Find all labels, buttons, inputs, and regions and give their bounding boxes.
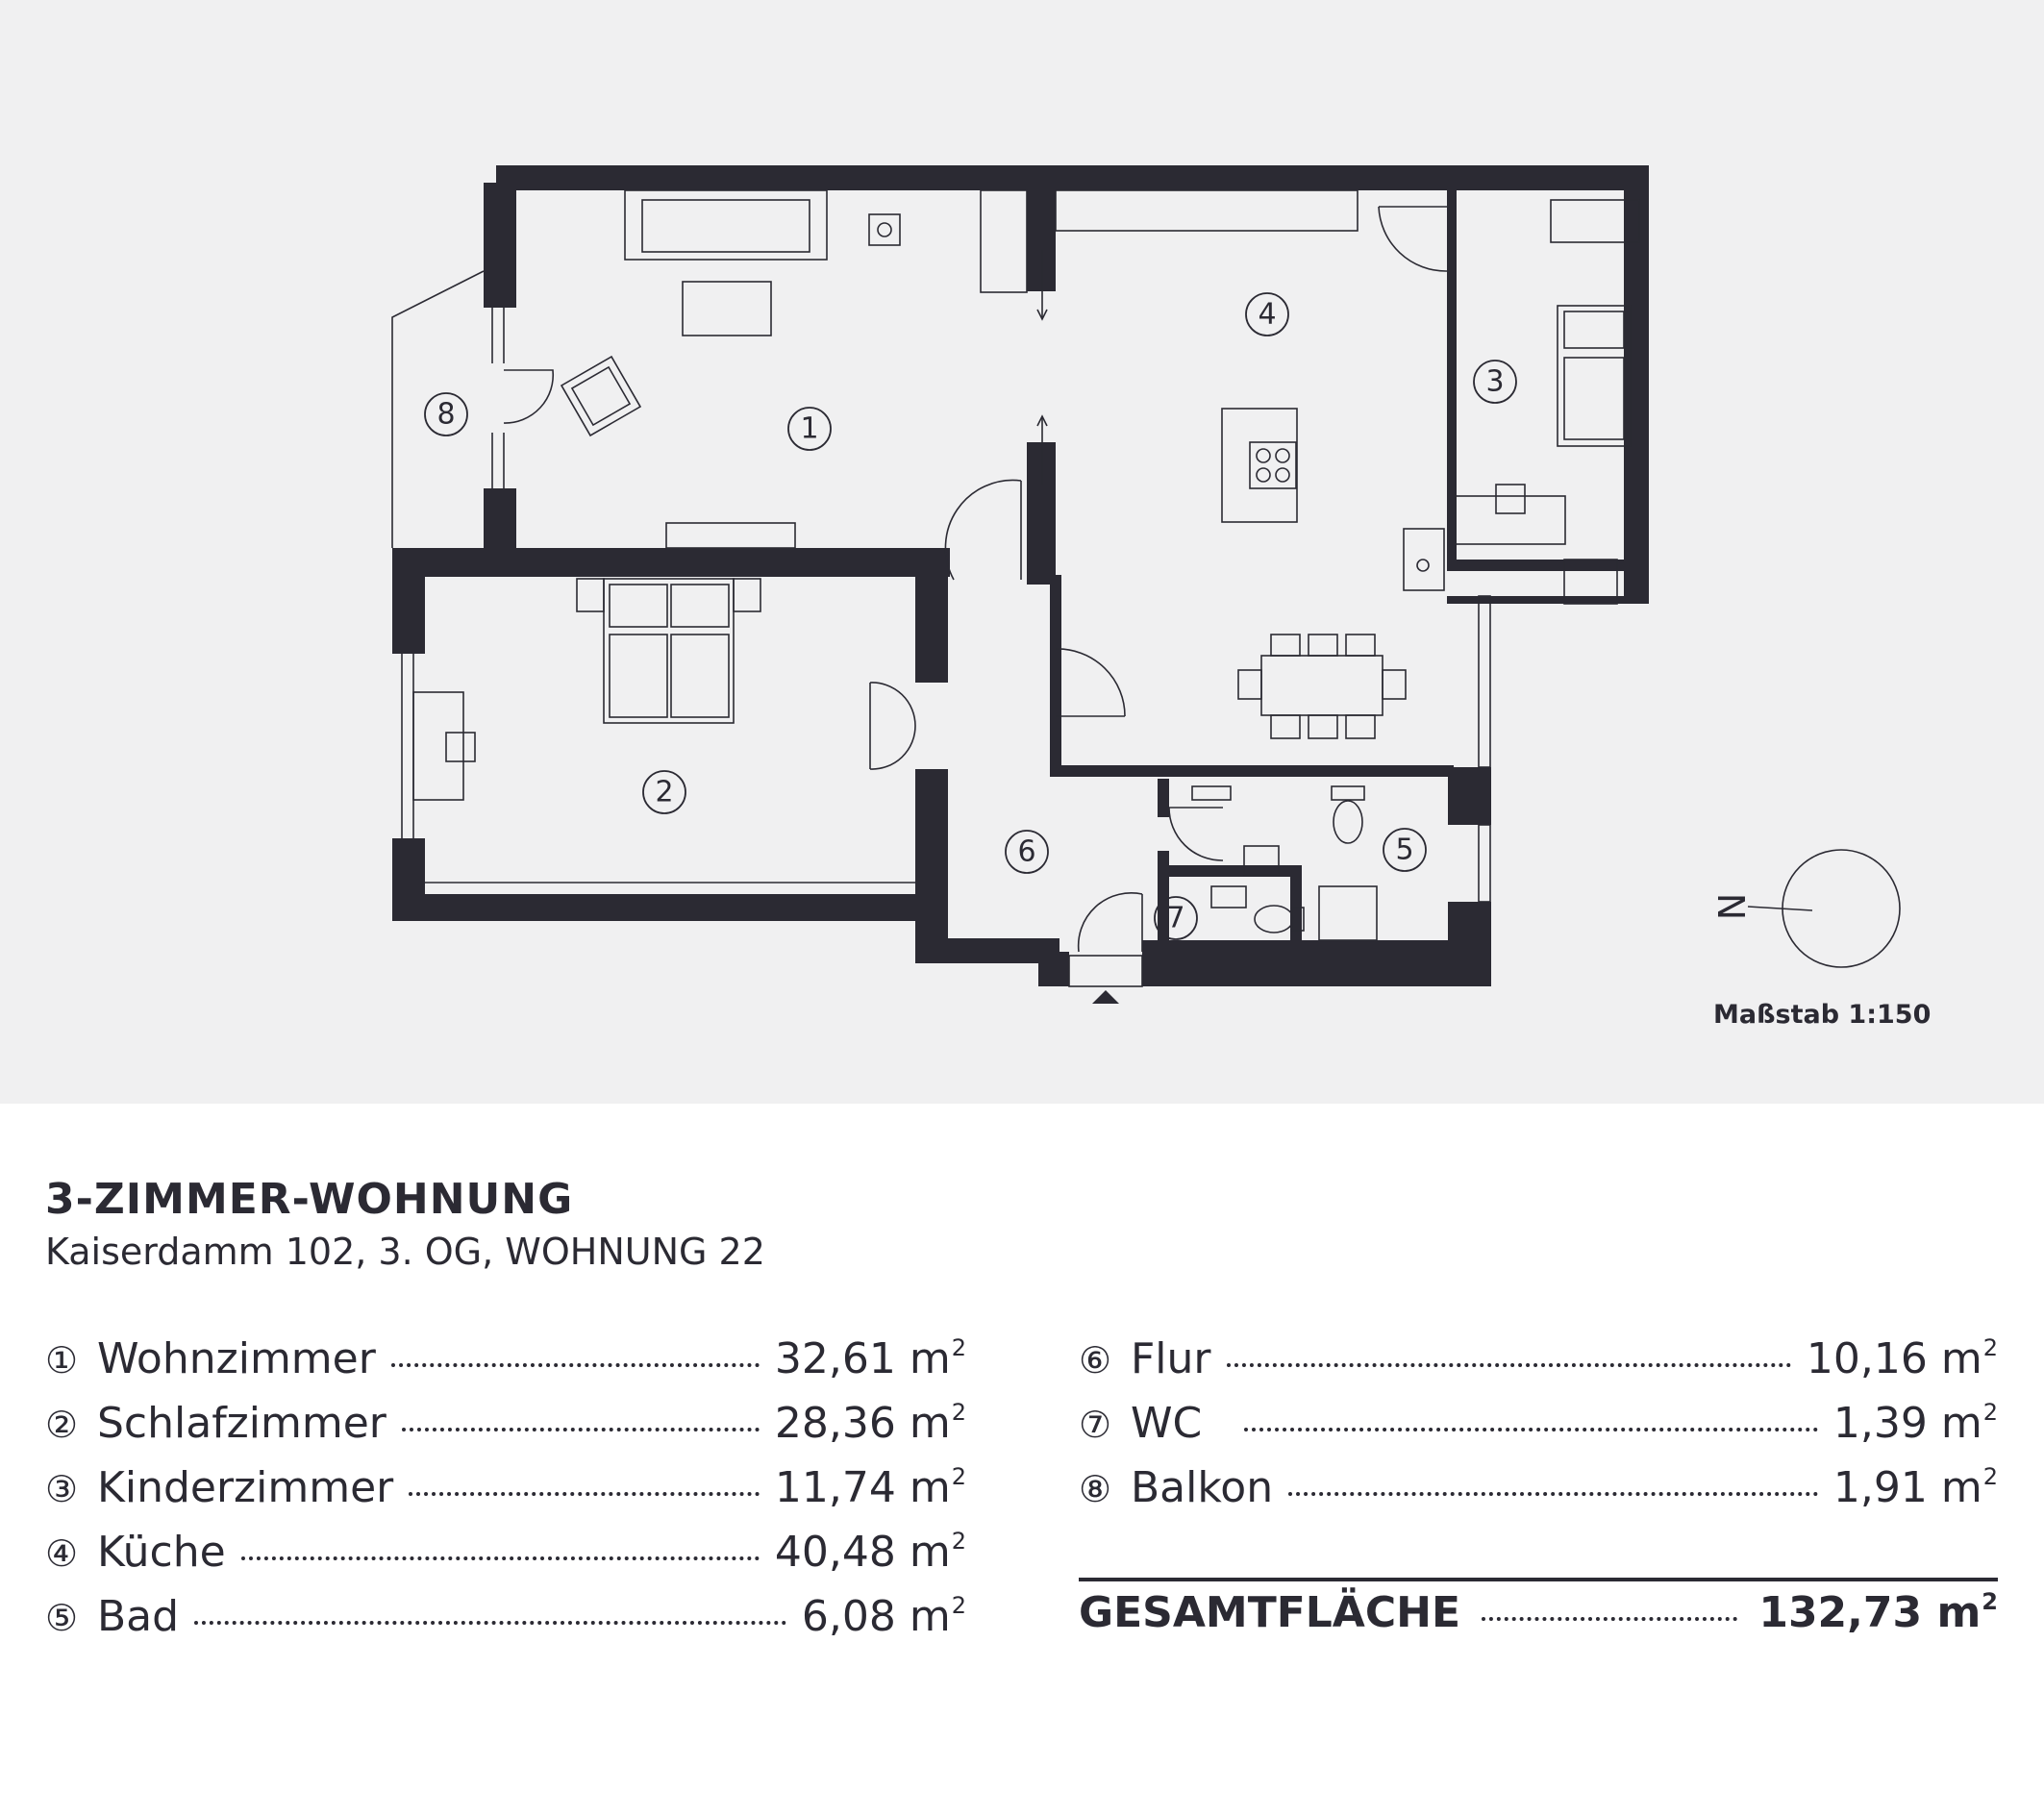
room-list-right xyxy=(1079,1334,1998,1528)
room-name: Bad xyxy=(97,1592,180,1641)
room-number: ⑤ xyxy=(45,1597,79,1639)
room-area: 28,36 $m^2$ xyxy=(774,1399,966,1448)
room-marker-8 xyxy=(425,393,467,436)
room-name: Wohnzimmer xyxy=(97,1334,376,1383)
room-marker-4 xyxy=(1246,293,1288,336)
room-row xyxy=(45,1528,966,1592)
svg-text:2: 2 xyxy=(655,775,674,809)
room-row xyxy=(45,1592,966,1656)
room-list-left xyxy=(45,1334,966,1656)
leader-dots xyxy=(1244,1428,1818,1431)
leader-dots xyxy=(409,1492,760,1496)
total-row xyxy=(1079,1588,1998,1655)
leader-dots xyxy=(1227,1363,1791,1367)
room-area: 1,39 $m^2$ xyxy=(1832,1399,1998,1448)
room-name: Kinderzimmer xyxy=(97,1463,394,1512)
room-row xyxy=(45,1399,966,1463)
svg-text:4: 4 xyxy=(1258,297,1277,332)
room-name: Balkon xyxy=(1131,1463,1274,1512)
room-area: 10,16 $m^2$ xyxy=(1806,1334,1998,1383)
leader-dots xyxy=(1288,1492,1818,1496)
room-name: Küche xyxy=(97,1528,226,1577)
apartment-address: Kaiserdamm 102, 3. OG, WOHNUNG 22 xyxy=(45,1231,765,1273)
room-marker-6 xyxy=(1006,831,1048,873)
room-number: ② xyxy=(45,1404,79,1446)
total-divider xyxy=(1079,1578,1998,1581)
room-row xyxy=(1079,1399,1998,1463)
leader-dots xyxy=(241,1556,760,1560)
room-area: 40,48 $m^2$ xyxy=(774,1528,966,1577)
room-number: ⑧ xyxy=(1079,1468,1112,1510)
room-row xyxy=(1079,1334,1998,1399)
scale-label: Maßstab 1:150 xyxy=(1713,1000,1932,1030)
room-row xyxy=(45,1463,966,1528)
total-label: GESAMTFLÄCHE xyxy=(1079,1588,1461,1637)
north-arrow xyxy=(1709,850,1900,967)
leader-dots xyxy=(194,1621,786,1625)
room-area: 1,91 $m^2$ xyxy=(1832,1463,1998,1512)
leader-dots xyxy=(402,1428,760,1431)
svg-text:6: 6 xyxy=(1017,834,1036,869)
svg-text:5: 5 xyxy=(1395,833,1414,867)
room-number: ① xyxy=(45,1339,79,1381)
svg-text:1: 1 xyxy=(800,411,819,446)
room-name: WC xyxy=(1131,1399,1203,1448)
room-marker-2 xyxy=(643,771,685,813)
room-row xyxy=(45,1334,966,1399)
room-name: Schlafzimmer xyxy=(97,1399,386,1448)
room-number: ⑦ xyxy=(1079,1404,1112,1446)
room-marker-3 xyxy=(1474,361,1516,403)
apartment-title: 3-ZIMMER-WOHNUNG xyxy=(45,1175,574,1224)
leader-dots xyxy=(391,1363,760,1367)
room-marker-5 xyxy=(1383,829,1426,871)
room-number: ④ xyxy=(45,1532,79,1575)
room-area: 11,74 $m^2$ xyxy=(774,1463,966,1512)
svg-text:7: 7 xyxy=(1166,901,1185,935)
room-name: Flur xyxy=(1131,1334,1211,1383)
room-number: ⑥ xyxy=(1079,1339,1112,1381)
entrance-marker xyxy=(1092,990,1119,1004)
room-marker-1 xyxy=(788,408,831,450)
room-area: 32,61 $m^2$ xyxy=(774,1334,966,1383)
svg-text:8: 8 xyxy=(436,397,456,432)
room-area: 6,08 $m^2$ xyxy=(801,1592,966,1641)
svg-text:3: 3 xyxy=(1485,364,1505,399)
room-row xyxy=(1079,1463,1998,1528)
leader-dots xyxy=(1482,1617,1737,1621)
room-number: ③ xyxy=(45,1468,79,1510)
total-area: 132,73 $m^2$ xyxy=(1758,1588,1998,1637)
north-label: N xyxy=(1709,892,1752,921)
